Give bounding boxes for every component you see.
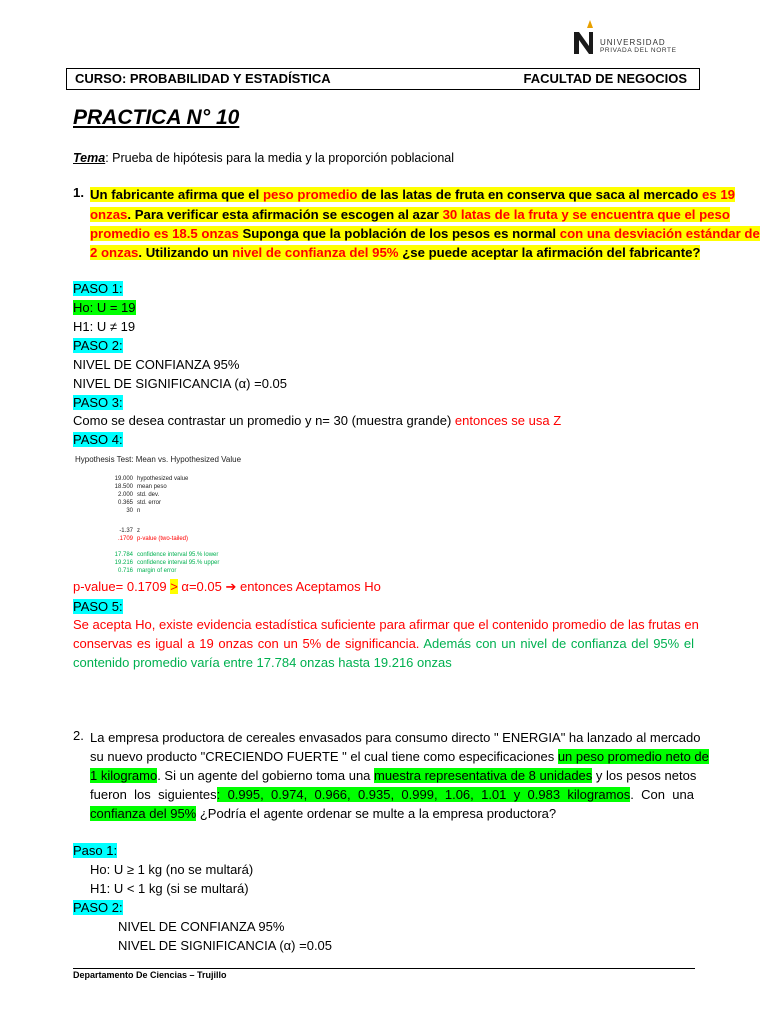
conclusion-line3: contenido promedio varía entre 17.784 onzas hasta 19.216 onzas bbox=[73, 655, 452, 670]
confidence-line: NIVEL DE CONFIANZA 95% bbox=[73, 357, 240, 372]
p1-l3-a: promedio es 18.5 onzas bbox=[90, 226, 239, 241]
problem1-line1 bbox=[90, 185, 735, 204]
paso3-label bbox=[73, 393, 123, 412]
problem1-line2 bbox=[90, 205, 730, 224]
p2-l3-b: . Si un agente del gobierno toma una bbox=[157, 768, 375, 783]
test-value: 2.000 bbox=[117, 492, 133, 498]
paso1-text: PASO 1: bbox=[73, 281, 123, 296]
p1-l3-b: Suponga que la población de los pesos es normal bbox=[238, 226, 560, 241]
test-label: confidence interval 95.% upper bbox=[137, 560, 220, 566]
footer-divider bbox=[73, 968, 695, 969]
problem2-line4 bbox=[90, 785, 694, 804]
conclusion-red: conservas es igual a 19 onzas con un 5% de significancia. bbox=[73, 636, 420, 651]
significance-line-2: NIVEL DE SIGNIFICANCIA (α) =0.05 bbox=[118, 938, 333, 953]
conclusion-green: Además con un nivel de confianza del 95% el bbox=[419, 636, 694, 651]
p1-l3-c: con una desviación estándar de bbox=[559, 226, 760, 241]
pvalue-line bbox=[73, 577, 381, 596]
p2-l3-c: muestra representativa de 8 unidades bbox=[374, 768, 593, 783]
problem2-line5 bbox=[90, 804, 694, 823]
paso5-text: PASO 5: bbox=[73, 599, 123, 614]
test-row bbox=[75, 475, 188, 483]
problem2-line2 bbox=[90, 747, 709, 766]
test-row bbox=[75, 499, 161, 507]
alpha-text: α=0.05 bbox=[177, 579, 226, 594]
test-row bbox=[75, 483, 167, 491]
faculty-title: FACULTAD DE NEGOCIOS bbox=[523, 71, 687, 86]
test-row bbox=[75, 551, 218, 559]
test-row bbox=[75, 559, 219, 567]
test-value: .1709 bbox=[117, 536, 133, 542]
test-value: 19.216 bbox=[114, 560, 133, 566]
test-label: margin of error bbox=[137, 568, 177, 574]
paso2-label-2 bbox=[73, 898, 123, 917]
problem1-line3 bbox=[90, 224, 760, 243]
ho-text: Ho: U = 19 bbox=[73, 300, 136, 315]
hypothesis-test-output bbox=[75, 455, 375, 575]
problem1-line4 bbox=[90, 243, 701, 262]
test-label: p-value (two-tailed) bbox=[137, 536, 189, 542]
course-title: CURSO: PROBABILIDAD Y ESTADÍSTICA bbox=[75, 71, 331, 86]
pvalue-text: p-value= 0.1709 bbox=[73, 579, 171, 594]
p1-l1-d: es 19 bbox=[701, 187, 735, 202]
p1-l4-a: 2 onzas bbox=[90, 245, 139, 260]
p2-l4-b: : 0.995, 0.974, 0.966, 0.935, 0.999, 1.06, 1.01 y 0.983 kilogramos bbox=[216, 787, 631, 802]
ho-line-2: Ho: U ≥ 1 kg (no se multará) bbox=[90, 862, 254, 877]
test-row bbox=[75, 507, 140, 515]
paso4-text: PASO 4: bbox=[73, 432, 123, 447]
test-row bbox=[75, 527, 140, 535]
problem1-number: 1. bbox=[73, 185, 84, 200]
conclusion-line1: Se acepta Ho, existe evidencia estadística suficiente para afirmar que el contenido promedio de las frutas en bbox=[73, 617, 699, 632]
test-label: mean peso bbox=[137, 484, 167, 490]
p2-l2-a: su nuevo producto "CRECIENDO FUERTE " el cual tiene como especificaciones bbox=[90, 749, 558, 764]
paso1-label-2 bbox=[73, 841, 117, 860]
conclusion-line2 bbox=[73, 634, 694, 653]
test-title: Hypothesis Test: Mean vs. Hypothesized Value bbox=[75, 455, 242, 464]
problem2-line1: La empresa productora de cereales envasados para consumo directo " ENERGIA" ha lanzado al mercado bbox=[90, 730, 701, 745]
p2-l4-a: fueron los siguientes bbox=[90, 787, 217, 802]
p1-l2-a: onzas bbox=[90, 207, 128, 222]
test-value: -1.37 bbox=[119, 528, 133, 534]
tema-line bbox=[73, 149, 454, 168]
p2-l4-c: . Con una bbox=[630, 787, 694, 802]
paso2-text-2: PASO 2: bbox=[73, 900, 123, 915]
test-label: std. dev. bbox=[137, 492, 160, 498]
confidence-line-2: NIVEL DE CONFIANZA 95% bbox=[118, 919, 285, 934]
significance-line: NIVEL DE SIGNIFICANCIA (α) =0.05 bbox=[73, 376, 288, 391]
p2-l3-d: y los pesos netos bbox=[592, 768, 697, 783]
decision-text: entonces Aceptamos Ho bbox=[236, 579, 381, 594]
paso3-desc-text: Como se desea contrastar un promedio y n= 30 (muestra grande) bbox=[73, 413, 455, 428]
h1-line: H1: U ≠ 19 bbox=[73, 319, 136, 334]
p2-l2-b: un peso promedio neto de bbox=[557, 749, 709, 764]
test-value: 30 bbox=[126, 508, 133, 514]
paso2-label bbox=[73, 336, 123, 355]
test-label: hypothesized value bbox=[137, 476, 189, 482]
paso4-label bbox=[73, 430, 123, 449]
test-row bbox=[75, 567, 176, 575]
paso5-label bbox=[73, 597, 123, 616]
university-name-line2: PRIVADA DEL NORTE bbox=[600, 47, 677, 54]
paso1-label bbox=[73, 279, 123, 298]
problem2-line3 bbox=[90, 766, 697, 785]
p2-l5-a: confianza del 95% bbox=[90, 806, 197, 821]
paso3-description bbox=[73, 411, 561, 430]
p1-l2-c: 30 latas de la fruta y se encuentra que el peso bbox=[442, 207, 730, 222]
page-title: PRACTICA N° 10 bbox=[73, 106, 240, 129]
test-row bbox=[75, 491, 159, 499]
test-label: confidence interval 95.% lower bbox=[137, 552, 219, 558]
test-label: z bbox=[137, 528, 140, 534]
p1-l1-b: peso promedio bbox=[262, 187, 358, 202]
paso3-desc-red: entonces se usa Z bbox=[454, 413, 562, 428]
p2-l3-a: 1 kilogramo bbox=[90, 768, 158, 783]
test-value: 17.784 bbox=[114, 552, 133, 558]
footer-text: Departamento De Ciencias – Trujillo bbox=[73, 970, 227, 980]
ho-line bbox=[73, 298, 136, 317]
test-value: 0.365 bbox=[117, 500, 133, 506]
test-label: std. error bbox=[137, 500, 162, 506]
p1-l4-b: . Utilizando un bbox=[138, 245, 233, 260]
test-value: 0.716 bbox=[117, 568, 133, 574]
university-logo bbox=[572, 18, 702, 58]
test-row bbox=[75, 535, 188, 543]
paso1-text-2: Paso 1: bbox=[73, 843, 118, 858]
p1-l1-c: de las latas de fruta en conserva que saca al mercado bbox=[357, 187, 702, 202]
test-label: n bbox=[137, 508, 141, 514]
tema-text: : Prueba de hipótesis para la media y la proporción poblacional bbox=[105, 151, 455, 165]
paso3-text: PASO 3: bbox=[73, 395, 123, 410]
p1-l4-c: nivel de confianza del 95% bbox=[232, 245, 399, 260]
h1-line-2: H1: U < 1 kg (si se multará) bbox=[90, 881, 249, 896]
problem2-number: 2. bbox=[73, 728, 84, 743]
p1-l2-b: . Para verificar esta afirmación se escogen al azar bbox=[127, 207, 443, 222]
test-value: 18.500 bbox=[114, 484, 133, 490]
p2-l5-b: ¿Podría el agente ordenar se multe a la empresa productora? bbox=[196, 806, 557, 821]
p1-l4-d: ¿se puede aceptar la afirmación del fabricante? bbox=[398, 245, 701, 260]
test-value: 19.000 bbox=[114, 476, 133, 482]
paso2-text: PASO 2: bbox=[73, 338, 123, 353]
p1-l1-a: Un fabricante afirma que el bbox=[90, 187, 263, 202]
course-header-box bbox=[66, 68, 700, 90]
tema-label: Tema bbox=[73, 151, 106, 165]
logo-n-icon bbox=[572, 18, 598, 56]
university-name-line1: UNIVERSIDAD bbox=[600, 38, 666, 47]
arrow-right-icon: ➔ bbox=[225, 579, 237, 594]
greater-than-sign: > bbox=[170, 579, 178, 594]
